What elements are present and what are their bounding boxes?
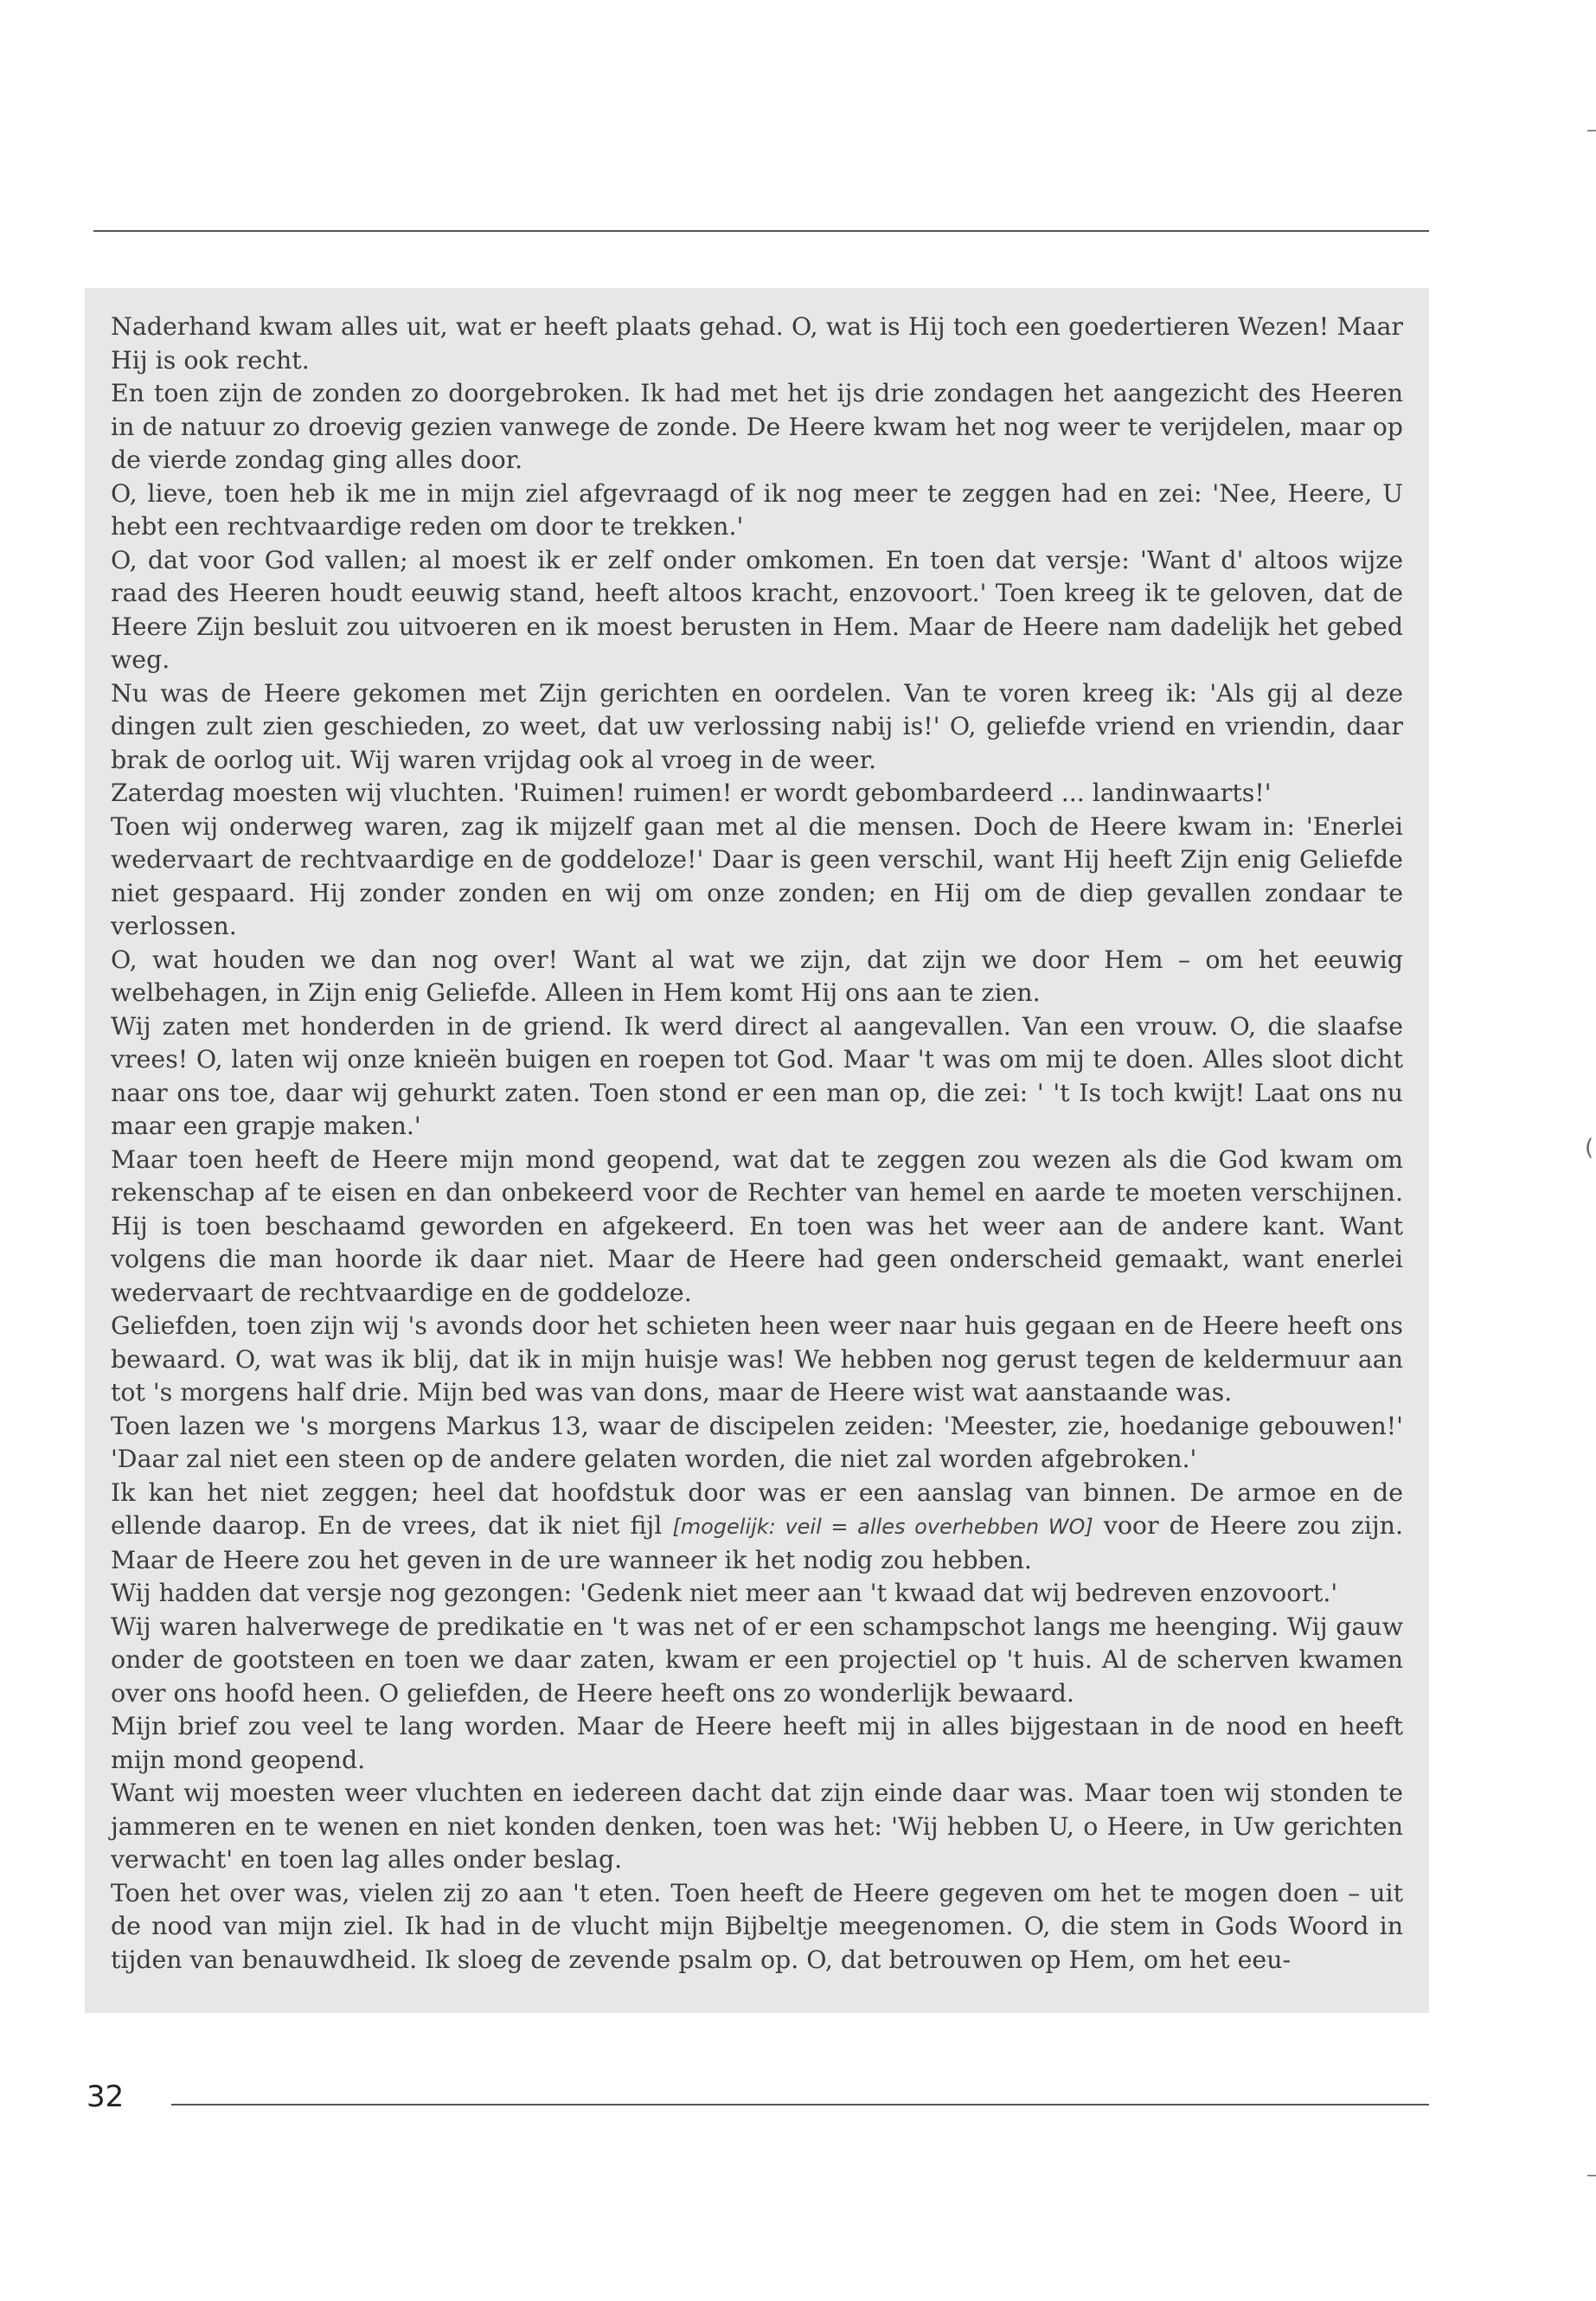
paragraph: Wij zaten met honderden in de griend. Ik werd direct al aangevallen. Van een vrouw. O, die slaafse vrees! O, laten wij onze knieën buigen en roepen tot God. Maar 't was om mij te doen. Alles sloot dicht naar ons toe, daar wij gehurkt zaten. Toen stond er een man op, die zei: ' 't Is toch kwijt! Laat ons nu maar een grapje maken.': [111, 1011, 1403, 1140]
paragraph: Wij hadden dat versje nog gezongen: 'Gedenk niet meer aan 't kwaad dat wij bedreven enzovoort.': [111, 1579, 1338, 1607]
paragraph: Mijn brief zou veel te lang worden. Maar de Heere heeft mij in alles bijgestaan in de nood en heeft mijn mond geopend.: [111, 1712, 1403, 1774]
paragraph: Toen wij onderweg waren, zag ik mijzelf gaan met al die mensen. Doch de Heere kwam in: 'Enerlei wedervaart de rechtvaardige en de goddeloze!' Daar is geen verschil, want Hij heeft Zijn enig Geliefde niet gespaard. Hij zonder zonden en wij om onze zonden; en Hij om de diep gevallen zondaar te verlossen.: [111, 811, 1403, 940]
paragraph: Toen het over was, vielen zij zo aan 't eten. Toen heeft de Heere gegeven om het te mogen doen – uit de nood van mijn ziel. Ik had in de vlucht mijn Bijbeltje meegenomen. O, die stem in Gods Woord in tijden van benauwdheid. Ik sloeg de zevende psalm op. O, dat betrouwen op Hem, om het eeu-: [111, 1878, 1403, 1974]
letter-text-box: [85, 288, 1429, 2013]
header-rule: [93, 230, 1429, 232]
paragraph: Naderhand kwam alles uit, wat er heeft plaats gehad. O, wat is Hij toch een goedertieren Wezen! Maar Hij is ook recht.: [111, 312, 1403, 375]
paragraph: Zaterdag moesten wij vluchten. 'Ruimen! ruimen! er wordt gebombardeerd ... landinwaarts!': [111, 779, 1272, 807]
paragraph: Geliefden, toen zijn wij 's avonds door het schieten heen weer naar huis gegaan en de Heere heeft ons bewaard. O, wat was ik blij, dat ik in mijn huisje was! We hebben nog gerust tegen de keldermuur aan tot 's morgens half drie. Mijn bed was van dons, maar de Heere wist wat aanstaande was.: [111, 1311, 1403, 1407]
crop-mark-top: [1587, 130, 1596, 131]
page-number: 32: [87, 2080, 125, 2114]
editor-note: [mogelijk: veil = alles overhebben WO]: [672, 1515, 1093, 1539]
paragraph-text: Ik kan het niet zeggen; heel dat hoofdstuk door was er een aanslag van binnen. De armoe en de ellende daarop. En de vrees, dat ik niet fijl: [111, 1477, 1403, 1540]
paragraph: Maar toen heeft de Heere mijn mond geopend, wat dat te zeggen zou wezen als die God kwam om rekenschap af te eisen en dan onbekeerd voor de Rechter van hemel en aarde te moeten verschijnen. Hij is toen beschaamd geworden en afgekeerd. En toen was het weer aan de andere kant. Want volgens die man hoorde ik daar niet. Maar de Heere had geen onderscheid gemaakt, want enerlei wedervaart de rechtvaardige en de goddeloze.: [111, 1144, 1403, 1307]
paragraph: Want wij moesten weer vluchten en iedereen dacht dat zijn einde daar was. Maar toen wij stonden te jammeren en te wenen en niet konden denken, toen was het: 'Wij hebben U, o Heere, in Uw gerichten verwacht' en toen lag alles onder beslag.: [111, 1779, 1403, 1874]
crop-mark-middle: (: [1585, 1135, 1594, 1161]
paragraph: Nu was de Heere gekomen met Zijn gerichten en oordelen. Van te voren kreeg ik: 'Als gij al deze dingen zult zien geschieden, zo weet, dat uw verlossing nabij is!' O, geliefde vriend en vriendin, daar brak de oorlog uit. Wij waren vrijdag ook al vroeg in de weer.: [111, 678, 1403, 774]
paragraph-text: voor de Heere zou zijn. Maar de Heere zou het geven in de ure wanneer ik het nodig zou hebben.: [111, 1511, 1403, 1574]
paragraph: O, dat voor God vallen; al moest ik er zelf onder omkomen. En toen dat versje: 'Want d' altoos wijze raad des Heeren houdt eeuwig stand, heeft altoos kracht, enzovoort.' Toen kreeg ik te geloven, dat de Heere Zijn besluit zou uitvoeren en ik moest berusten in Hem. Maar de Heere nam dadelijk het gebed weg.: [111, 545, 1403, 674]
paragraph: O, wat houden we dan nog over! Want al wat we zijn, dat zijn we door Hem – om het eeuwig welbehagen, in Zijn enig Geliefde. Alleen in Hem komt Hij ons aan te zien.: [111, 945, 1403, 1007]
paragraph: Toen lazen we 's morgens Markus 13, waar de discipelen zeiden: 'Meester, zie, hoedanige gebouwen!' 'Daar zal niet een steen op de andere gelaten worden, die niet zal worden afgebroken.': [111, 1411, 1403, 1473]
paragraph: Wij waren halverwege de predikatie en 't was net of er een schampschot langs me heenging. Wij gauw onder de gootsteen en toen we daar zaten, kwam er een projectiel op 't huis. Al de scherven kwamen over ons hoofd heen. O geliefden, de Heere heeft ons zo wonderlijk bewaard.: [111, 1612, 1403, 1708]
footer-rule: [171, 2104, 1429, 2106]
paragraph-with-editor-note: [111, 1477, 1403, 1578]
crop-mark-bottom: [1587, 2175, 1596, 2176]
paragraph: En toen zijn de zonden zo doorgebroken. Ik had met het ijs drie zondagen het aangezicht des Heeren in de natuur zo droevig gezien vanwege de zonde. De Heere kwam het nog weer te verijdelen, maar op de vierde zondag ging alles door.: [111, 379, 1403, 474]
paragraph: O, lieve, toen heb ik me in mijn ziel afgevraagd of ik nog meer te zeggen had en zei: 'Nee, Heere, U hebt een rechtvaardige reden om door te trekken.': [111, 478, 1403, 541]
